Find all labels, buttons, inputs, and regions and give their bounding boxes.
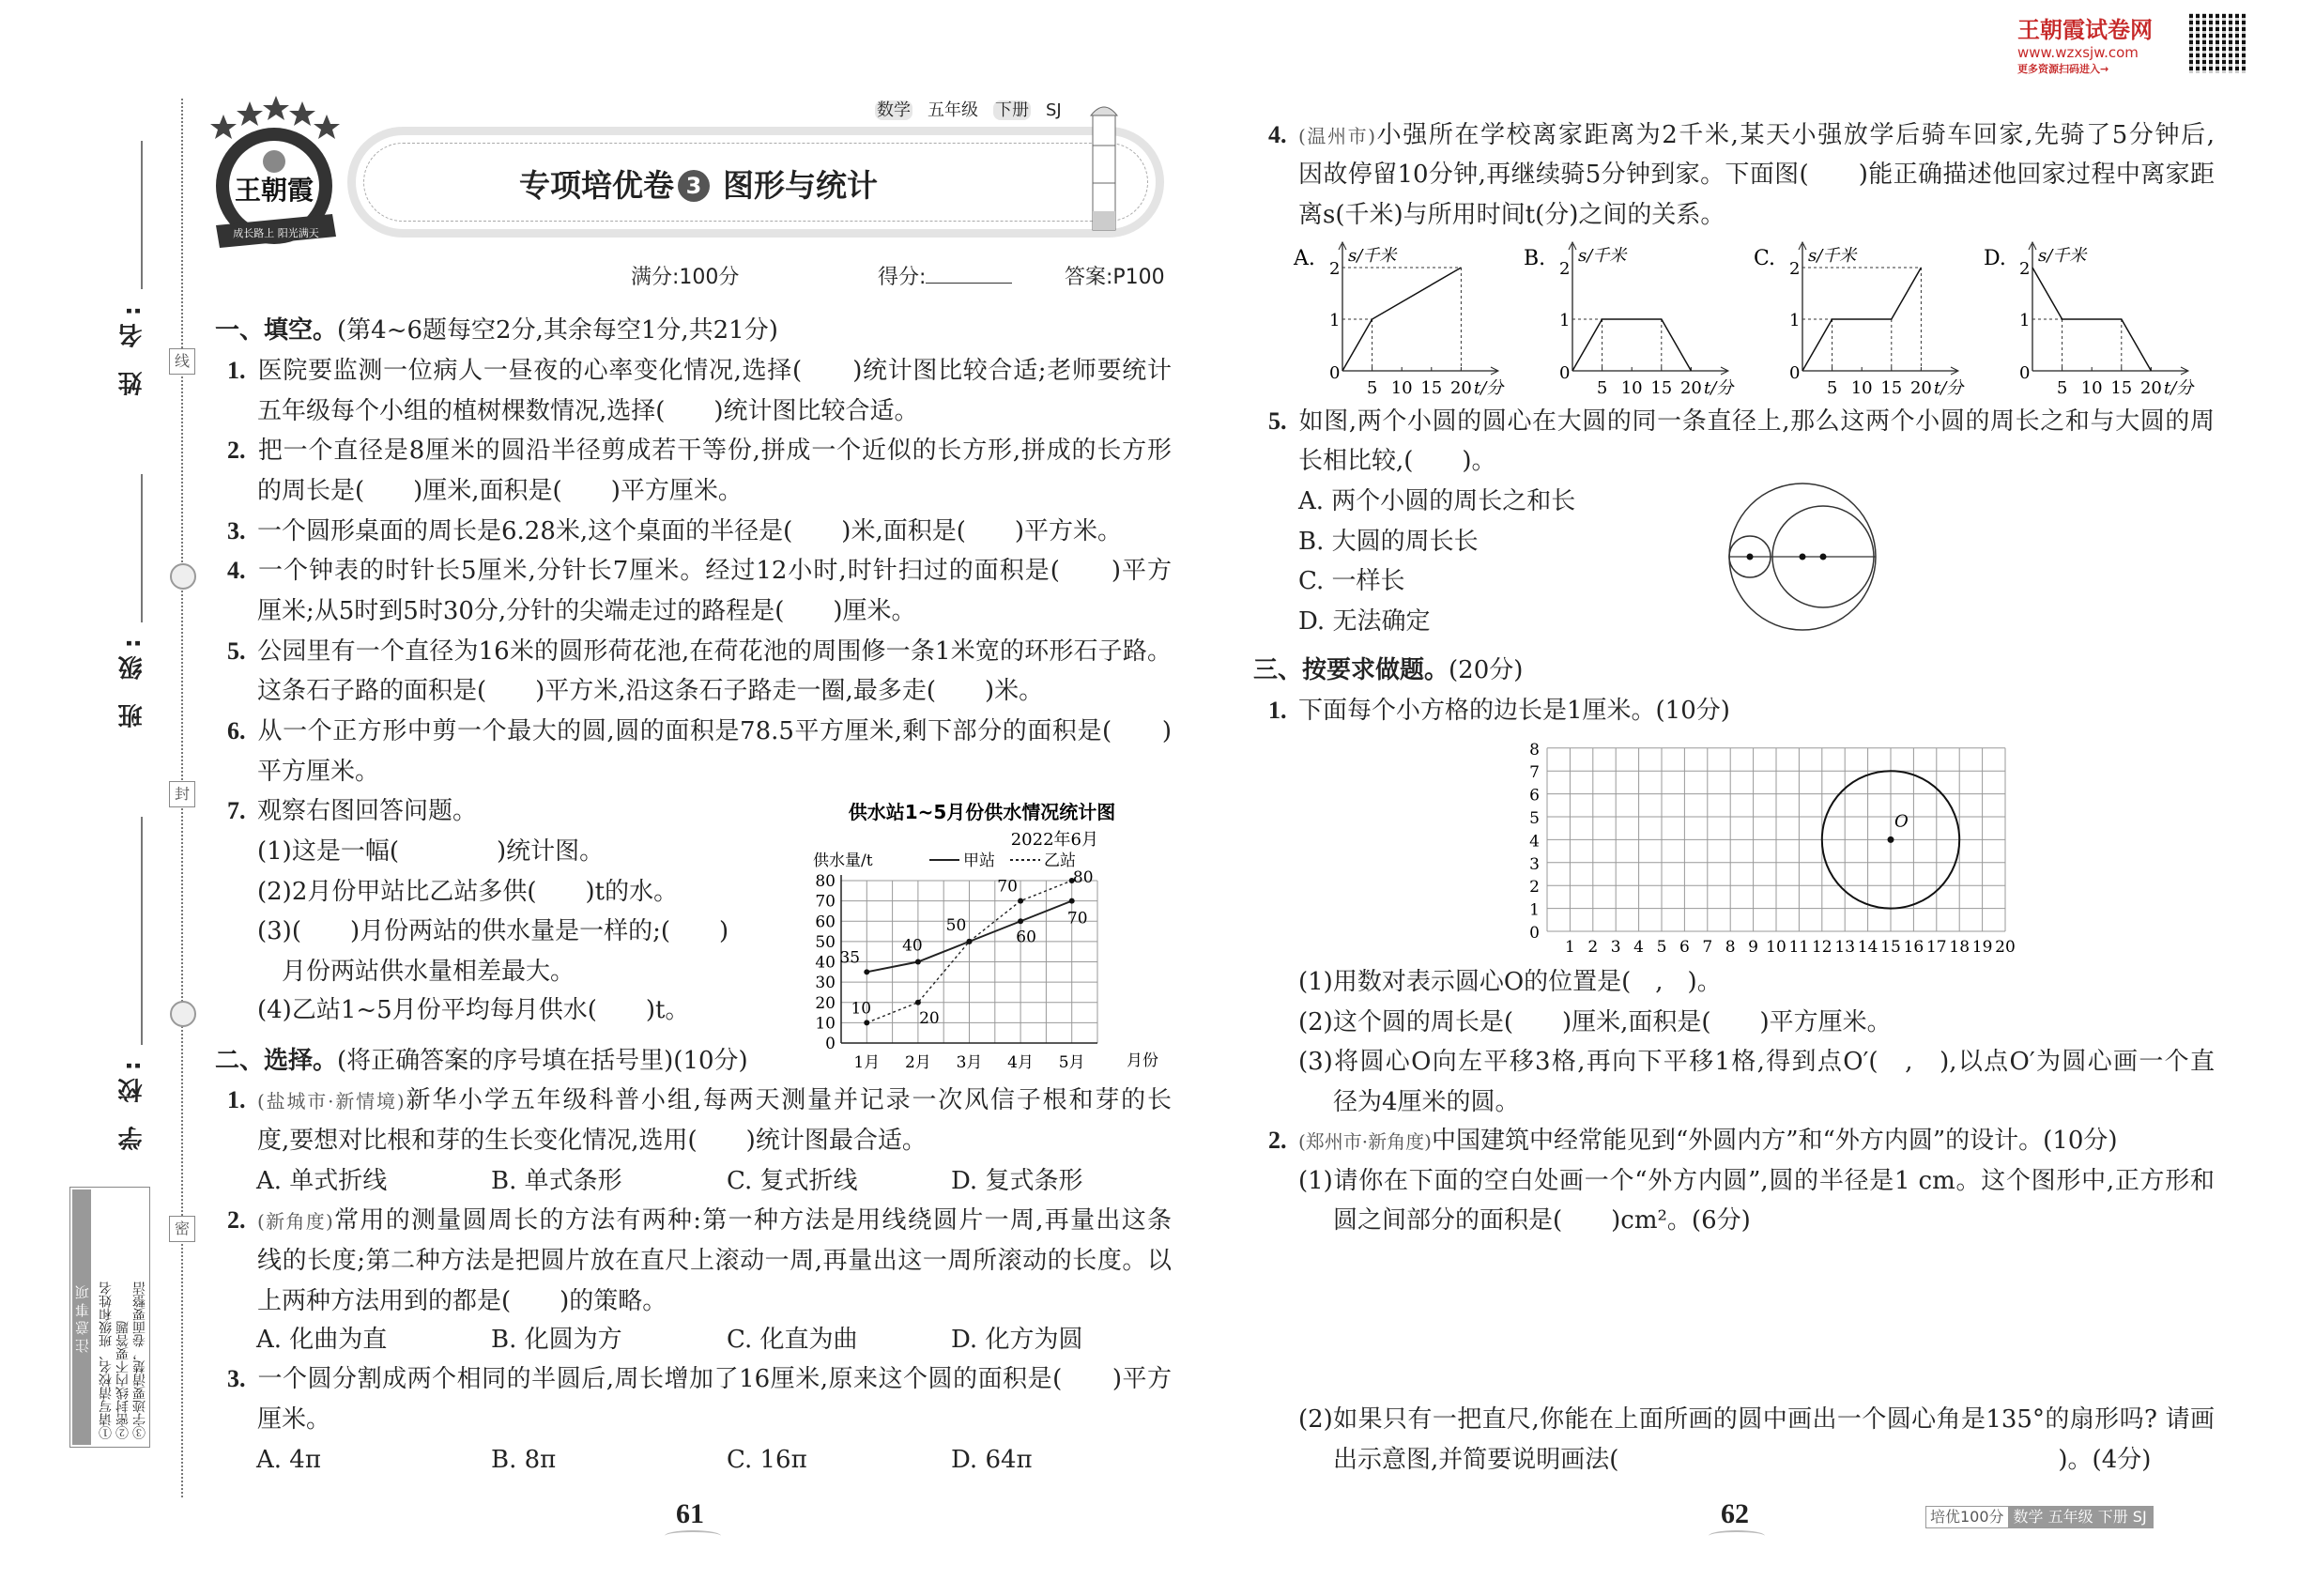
x-tick-label: 20: [1995, 938, 2016, 957]
question-text: 中国建筑中经常能见到“外圆内方”和“外方内圆”的设计。(10分): [1431, 1127, 2118, 1155]
data-point: [1018, 918, 1023, 924]
name-fill-line[interactable]: [141, 141, 143, 289]
qr-code-icon: [2189, 13, 2246, 73]
legend-label: 甲站: [963, 852, 995, 870]
x-tick-label: 1月: [853, 1053, 881, 1070]
origin-label: 0: [2019, 363, 2031, 383]
option-a[interactable]: A. 化曲为直: [256, 1326, 388, 1354]
sub-question: (4)乙站1~5月份平均每月供水( )t。: [257, 996, 690, 1024]
section-title: 三、按要求做题。: [1253, 656, 1449, 684]
section-note: (将正确答案的序号填在括号里)(10分): [337, 1047, 748, 1075]
option-a[interactable]: A. 两个小圆的周长之和长: [1298, 487, 1576, 515]
x-tick-label: 10: [1766, 938, 1786, 957]
question-text: 从一个正方形中剪一个最大的圆,圆的面积是78.5平方厘米,剩下部分的面积是( ): [257, 717, 1172, 745]
x-tick-label: 5: [2056, 378, 2068, 398]
center-dot: [1800, 554, 1806, 560]
origin-label: 0: [1559, 363, 1571, 383]
x-tick-label: 15: [1880, 938, 1901, 957]
option-a[interactable]: A. 4π: [256, 1446, 321, 1474]
question-number: 1.: [1268, 697, 1287, 724]
footer-info: 数学 五年级 下册 SJ: [2008, 1507, 2153, 1527]
chart-title: 供水站1~5月份供水情况统计图: [848, 801, 1116, 823]
section-title: 二、选择。: [215, 1047, 338, 1075]
seal-mark: 密: [169, 1216, 195, 1242]
y-tick-label: 1: [1789, 311, 1801, 330]
question-number: 2.: [227, 1206, 246, 1234]
question-text: 一个圆分割成两个相同的半圆后,周长增加了16厘米,原来这个圆的面积是( )平方: [257, 1365, 1172, 1393]
chart-subtitle: 2022年6月: [1010, 830, 1098, 850]
page-title: [519, 161, 878, 206]
score-field[interactable]: [878, 261, 1012, 290]
center-dot: [1820, 554, 1827, 560]
question-number: 2.: [227, 437, 246, 464]
x-tick-label: 3月: [956, 1053, 983, 1070]
source-tag: (盐城市·新情境): [257, 1090, 405, 1113]
y-tick-label: 1: [1559, 311, 1571, 330]
data-point: [915, 959, 921, 965]
question-text: 把一个直径是8厘米的圆沿半径剪成若干等份,拼成一个近似的长方形,拼成的长方形: [257, 437, 1172, 465]
y-tick-label: 0: [1529, 924, 1540, 943]
brand-name: 王朝霞试卷网: [2017, 17, 2153, 43]
y-tick-label: 1: [1329, 311, 1341, 330]
water-supply-line-chart: [789, 798, 1164, 1070]
question-number: 7.: [227, 797, 246, 824]
question-text: 观察右图回答问题。: [257, 797, 478, 825]
center-dot: [1747, 554, 1754, 560]
choice-q4: [1268, 115, 2215, 155]
option-b[interactable]: B. 单式条形: [491, 1167, 622, 1195]
task-q2: [1268, 1121, 2118, 1160]
chart-y-label: 供水量/t: [813, 852, 873, 870]
y-axis-label: s/千米: [1808, 246, 1857, 266]
answer-ref: 答案:P100: [1065, 266, 1165, 289]
smiley-icon: [170, 1001, 196, 1027]
question-text: 厘米;从5时到5时30分,分针的尖端走过的路程是( )厘米。: [257, 597, 916, 625]
option-b[interactable]: B. 大圆的周长长: [1298, 528, 1479, 556]
x-tick-label: 7: [1702, 938, 1713, 957]
graph-option-d: [1984, 242, 2195, 398]
x-axis-label: t/分: [2164, 378, 2194, 398]
question-number: 3.: [227, 517, 246, 545]
y-axis-label: s/千米: [1348, 246, 1397, 266]
wave-decoration: [665, 1530, 721, 1542]
question-text: 因故停留10分钟,再继续骑5分钟到家。下面图( )能正确描述他回家过程中离家距: [1298, 161, 2215, 189]
x-tick-label: 2月: [904, 1053, 931, 1070]
x-tick-label: 10: [1850, 378, 1873, 398]
data-point: [967, 939, 973, 944]
x-tick-label: 5: [1826, 378, 1838, 398]
graph-option-c: [1754, 242, 1965, 398]
svg-text:成长路上 阳光满天: 成长路上 阳光满天: [233, 227, 319, 239]
fill-q6: [227, 712, 1172, 751]
sub-question: (1)这是一幅( )统计图。: [257, 837, 605, 866]
data-label: 70: [1066, 909, 1088, 928]
choice-q5: [1268, 402, 2215, 441]
page-number-left: 61: [676, 1498, 704, 1529]
y-tick-label: 20: [815, 993, 836, 1013]
drawing-area[interactable]: [1298, 1249, 2215, 1389]
section-1-heading: [215, 311, 778, 350]
fill-q3: [227, 512, 1122, 551]
title-text: 专项培优卷: [519, 167, 674, 204]
x-tick-label: 20: [1449, 378, 1472, 398]
x-tick-label: 11: [1788, 938, 1810, 957]
data-point: [864, 1020, 869, 1025]
option-b[interactable]: B. 化圆为方: [491, 1326, 622, 1354]
center-label: O: [1894, 811, 1909, 832]
sub-question: 月份两站供水量相差最大。: [282, 958, 575, 986]
question-text: 厘米。: [257, 1405, 331, 1434]
option-label: D.: [1984, 247, 2006, 270]
choice-q1: [227, 1081, 1172, 1120]
data-label: 60: [1016, 928, 1036, 947]
question-text: 长相比较,( )。: [1298, 447, 1496, 475]
question-number: 1.: [227, 357, 246, 384]
task-q1: [1268, 691, 1730, 730]
brand-slogan: 更多资源扫码进入→: [2017, 63, 2109, 75]
graph-option-b: [1524, 242, 1735, 398]
data-label: 80: [1072, 868, 1094, 887]
section-3-heading: [1253, 651, 1523, 690]
y-tick-label: 70: [815, 892, 836, 912]
question-number: 3.: [227, 1365, 246, 1392]
y-tick-label: 80: [815, 872, 836, 891]
data-point: [864, 969, 869, 974]
y-tick-label: 0: [825, 1035, 836, 1053]
section-note: (20分): [1449, 656, 1524, 684]
y-tick-label: 5: [1529, 809, 1540, 828]
tag-grade: 五年级: [928, 100, 978, 120]
seal-mark: 线: [169, 348, 195, 375]
sub-question: (3)将圆心O向左平移3格,再向下平移1格,得到点O′( , ),以点O′为圆心画一个直: [1298, 1048, 2215, 1076]
y-tick-label: 2: [1559, 259, 1571, 279]
y-tick-label: 6: [1529, 786, 1540, 806]
brand-url[interactable]: www.wzxsjw.com: [2017, 44, 2139, 61]
x-tick-label: 10: [1390, 378, 1413, 398]
option-d[interactable]: D. 无法确定: [1298, 607, 1431, 636]
question-text: 新华小学五年级科普小组,每两天测量并记录一次风信子根和芽的长: [404, 1086, 1172, 1114]
x-tick-label: 15: [1650, 378, 1673, 398]
question-number: 4.: [227, 557, 246, 584]
origin-label: 0: [1329, 363, 1341, 383]
x-tick-label: 15: [1880, 378, 1903, 398]
x-tick-label: 6: [1679, 938, 1690, 957]
question-text: 的周长是( )厘米,面积是( )平方厘米。: [257, 477, 743, 505]
y-tick-label: 50: [815, 932, 836, 952]
data-point: [1069, 898, 1075, 904]
notice-title: 注意事项: [72, 1189, 91, 1445]
data-point: [1018, 898, 1023, 904]
option-d[interactable]: D. 化方为圆: [951, 1326, 1083, 1354]
choice-q3: [227, 1359, 1172, 1399]
data-label: 50: [945, 915, 967, 935]
y-axis-label: s/千米: [1578, 246, 1627, 266]
x-tick-label: 13: [1834, 938, 1856, 957]
title-number: 3: [678, 170, 710, 202]
sub-question: (2)如果只有一把直尺,你能在上面所画的圆中画出一个圆心角是135°的扇形吗? 请画: [1298, 1405, 2215, 1434]
y-tick-label: 10: [815, 1014, 836, 1034]
notice-item: ①请写清校名、班级和姓名: [99, 1281, 114, 1439]
sub-question: 圆之间部分的面积是( )cm²。(6分): [1333, 1206, 1751, 1235]
data-label: 40: [902, 936, 923, 956]
x-tick-label: 4月: [1007, 1053, 1035, 1070]
question-number: 6.: [227, 717, 246, 744]
question-text: 下面每个小方格的边长是1厘米。(10分): [1298, 697, 1730, 725]
x-tick-label: 1: [1564, 938, 1575, 957]
notice-item: ②密封线内不要答题: [115, 1321, 130, 1439]
data-label: 10: [851, 999, 872, 1019]
tag-volume: 下册: [995, 100, 1029, 120]
score-label: 得分:: [878, 266, 927, 289]
x-tick-label: 19: [1971, 938, 1993, 957]
question-number: 5.: [227, 637, 246, 665]
class-fill-line[interactable]: [141, 474, 143, 622]
y-tick-label: 1: [1529, 900, 1540, 920]
source-tag: (郑州市·新角度): [1298, 1130, 1432, 1153]
x-tick-label: 14: [1857, 938, 1878, 957]
option-c[interactable]: C. 复式折线: [727, 1167, 858, 1195]
question-text: 如图,两个小圆的圆心在大圆的同一条直径上,那么这两个小圆的周长之和与大圆的周: [1298, 407, 2215, 436]
x-tick-label: 18: [1949, 938, 1970, 957]
option-c[interactable]: C. 16π: [727, 1446, 807, 1474]
question-text: 线的长度;第二种方法是把圆片放在直尺上滚动一周,再量出这一周所滚动的长度。以: [257, 1247, 1172, 1275]
circles-diagram: [1718, 474, 1887, 643]
option-label: A.: [1294, 247, 1315, 270]
x-tick-label: 16: [1903, 938, 1924, 957]
option-b[interactable]: B. 8π: [491, 1446, 557, 1474]
data-label: 35: [839, 948, 861, 968]
school-label: 学 校:: [118, 1053, 146, 1151]
x-axis-label: t/分: [1934, 378, 1964, 398]
wave-decoration: [1709, 1530, 1765, 1542]
question-text: 一个圆形桌面的周长是6.28米,这个桌面的半径是( )米,面积是( )平方米。: [257, 517, 1122, 545]
origin-label: 0: [1789, 363, 1801, 383]
subject-tags: [875, 97, 1077, 121]
question-text: 常用的测量圆周长的方法有两种:第一种方法是用线绕圆片一周,再量出这条: [332, 1206, 1173, 1235]
source-tag: (温州市): [1298, 125, 1376, 147]
notice-item: ③字迹要清楚，卷面要整洁: [132, 1281, 147, 1439]
fill-q2: [227, 431, 1172, 470]
title-topic: 图形与统计: [723, 167, 878, 204]
x-tick-label: 20: [1909, 378, 1932, 398]
sub-question: (2)这个圆的周长是( )厘米,面积是( )平方厘米。: [1298, 1008, 1892, 1036]
sub-question: 径为4厘米的圆。: [1333, 1088, 1520, 1116]
footer-badge: [1925, 1506, 2154, 1528]
question-text: 度,要想对比根和芽的生长变化情况,选用( )统计图最合适。: [257, 1127, 927, 1155]
y-tick-label: 30: [815, 974, 836, 993]
seal-mark: 封: [169, 781, 195, 807]
x-tick-label: 10: [1620, 378, 1643, 398]
y-tick-label: 3: [1529, 854, 1540, 874]
fill-q7: [227, 791, 477, 831]
question-text: 一个钟表的时针长5厘米,分针长7厘米。经过12小时,时针扫过的面积是( )平方: [257, 557, 1172, 585]
x-tick-label: 12: [1811, 938, 1832, 957]
question-text: 上两种方法用到的都是( )的策略。: [257, 1287, 667, 1315]
full-score: 满分:100分: [631, 266, 740, 289]
y-tick-label: 4: [1529, 832, 1540, 852]
question-text: 五年级每个小组的植树棵数情况,选择( )统计图比较合适。: [257, 397, 919, 425]
x-tick-label: 20: [2139, 378, 2162, 398]
legend-label: 乙站: [1044, 852, 1076, 870]
option-d[interactable]: D. 64π: [951, 1446, 1033, 1474]
class-label: 班 级:: [118, 631, 146, 729]
footer-brand: 培优100分: [1926, 1507, 2008, 1527]
question-text: 公园里有一个直径为16米的圆形荷花池,在荷花池的周围修一条1米宽的环形石子路。: [257, 637, 1172, 666]
distance-line: [1572, 319, 1691, 371]
chart-x-label: 月份: [1127, 1051, 1158, 1070]
y-tick-label: 7: [1529, 763, 1540, 783]
svg-text:王朝霞: 王朝霞: [234, 175, 314, 206]
y-tick-label: 1: [2019, 311, 2031, 330]
sub-question: (1)请你在下面的空白处画一个“外方内圆”,圆的半径是1 cm。这个图形中,正方形和: [1298, 1167, 2215, 1195]
x-tick-label: 10: [2080, 378, 2103, 398]
page-number-right: 62: [1721, 1498, 1749, 1529]
center-point: [1888, 836, 1894, 843]
y-tick-label: 2: [1789, 259, 1801, 279]
fill-q1: [227, 351, 1172, 391]
fill-q5: [227, 632, 1172, 671]
choice-q2: [227, 1201, 1172, 1240]
option-label: C.: [1754, 247, 1776, 270]
x-tick-label: 5: [1656, 938, 1667, 957]
sub-question: (3)( )月份两站的供水量是一样的;( ): [257, 917, 729, 945]
brand-block: [2017, 11, 2186, 76]
question-text: 小强所在学校离家距离为2千米,某天小强放学后骑车回家,先骑了5分钟后,: [1375, 121, 2215, 149]
question-text: 医院要监测一位病人一昼夜的心率变化情况,选择( )统计图比较合适;老师要统计: [257, 357, 1172, 385]
source-tag: (新角度): [257, 1210, 333, 1233]
x-tick-label: 9: [1748, 938, 1759, 957]
y-tick-label: 2: [1529, 878, 1540, 898]
question-number: 5.: [1268, 407, 1287, 435]
lighthouse-icon: [1080, 99, 1136, 235]
x-axis-label: t/分: [1474, 378, 1504, 398]
smiley-icon: [170, 563, 196, 590]
tag-subject: 数学: [877, 100, 911, 120]
notice-box: [69, 1187, 150, 1448]
distance-time-graphs: [1249, 235, 2244, 399]
section-title: 一、填空。: [215, 316, 338, 345]
fill-q4: [227, 551, 1172, 591]
sub-question: 出示意图,并简要说明画法( )。(4分): [1333, 1446, 2152, 1474]
y-axis-label: s/千米: [2038, 246, 2087, 266]
tag-edition: SJ: [1046, 100, 1062, 120]
question-text: 离s(千米)与所用时间t(分)之间的关系。: [1298, 201, 1725, 229]
school-fill-line[interactable]: [141, 817, 143, 1045]
y-tick-label: 2: [1329, 259, 1341, 279]
y-tick-label: 2: [2019, 259, 2031, 279]
x-tick-label: 5: [1366, 378, 1378, 398]
y-tick-label: 40: [815, 953, 836, 973]
x-tick-label: 4: [1633, 938, 1645, 957]
section-2-heading: [215, 1041, 748, 1081]
data-label: 20: [919, 1008, 940, 1028]
option-c[interactable]: C. 一样长: [1298, 567, 1405, 595]
question-text: 这条石子路的面积是( )平方米,沿这条石子路走一圈,最多走( )米。: [257, 677, 1044, 705]
data-label: 70: [997, 877, 1018, 897]
wangzhaoxia-logo: [205, 94, 344, 253]
x-tick-label: 17: [1925, 938, 1947, 957]
sub-question: (2)2月份甲站比乙站多供( )t的水。: [257, 878, 679, 906]
data-point: [915, 1000, 921, 1005]
option-d[interactable]: D. 复式条形: [951, 1167, 1083, 1195]
option-label: B.: [1524, 247, 1546, 270]
y-tick-label: 8: [1529, 740, 1540, 760]
x-tick-label: 5: [1596, 378, 1608, 398]
x-tick-label: 3: [1610, 938, 1621, 957]
graph-option-a: [1293, 242, 1505, 398]
option-c[interactable]: C. 化直为曲: [727, 1326, 858, 1354]
option-a[interactable]: A. 单式折线: [256, 1167, 388, 1195]
question-number: 4.: [1268, 121, 1287, 148]
coordinate-grid: [1521, 737, 2028, 958]
question-text: 平方厘米。: [257, 758, 380, 786]
x-tick-label: 8: [1725, 938, 1736, 957]
x-tick-label: 5月: [1058, 1053, 1085, 1070]
name-label: 姓 名:: [118, 299, 146, 396]
x-tick-label: 15: [2110, 378, 2133, 398]
section-note: (第4~6题每空2分,其余每空1分,共21分): [337, 316, 778, 345]
x-tick-label: 15: [1420, 378, 1443, 398]
question-number: 1.: [227, 1086, 246, 1113]
y-tick-label: 60: [815, 913, 836, 932]
x-tick-label: 2: [1587, 938, 1599, 957]
sub-question: (1)用数对表示圆心O的位置是( , )。: [1298, 968, 1722, 996]
x-axis-label: t/分: [1704, 378, 1734, 398]
x-tick-label: 20: [1679, 378, 1702, 398]
question-number: 2.: [1268, 1127, 1287, 1154]
